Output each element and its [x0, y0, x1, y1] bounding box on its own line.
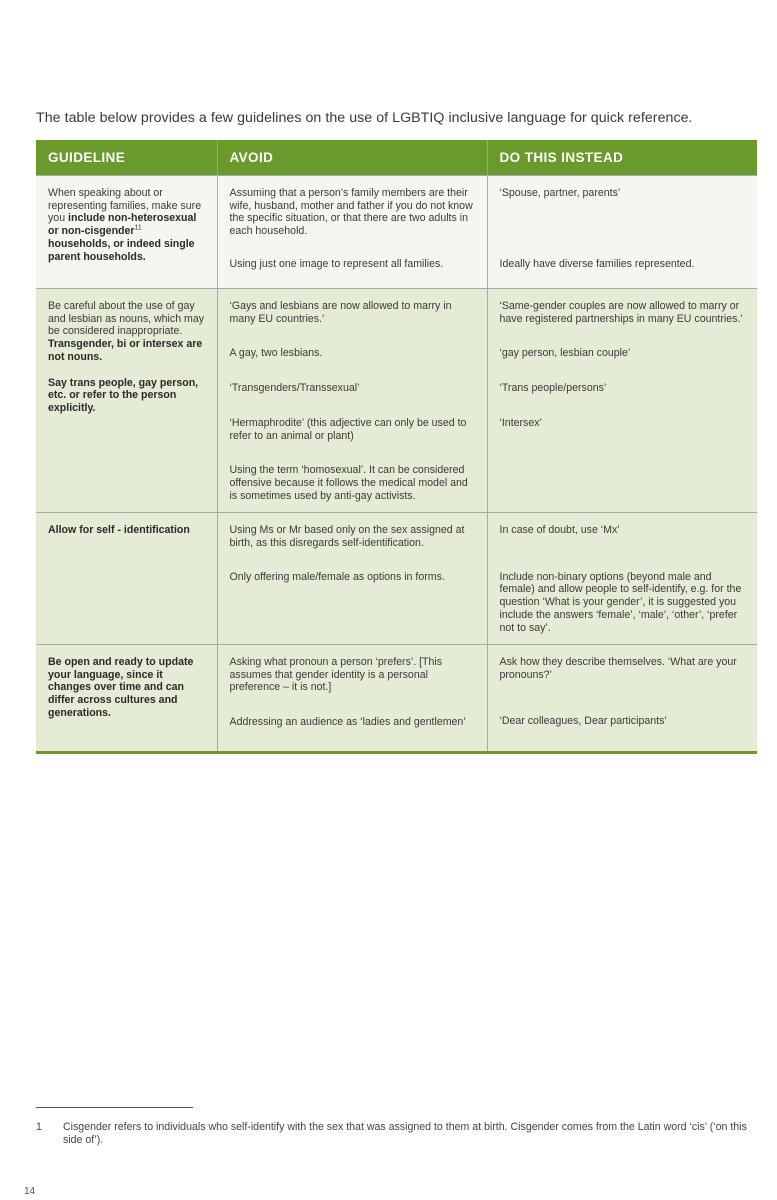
header-do-this-instead: DO THIS INSTEAD: [487, 140, 757, 176]
guideline-cell: [36, 289, 217, 513]
guideline-bold-text: Allow for self - identification: [48, 524, 190, 536]
avoid-item: Assuming that a person’s family members are their wife, husband, mother and father if you do not know the specific situation, or that there are two adults in each household.: [229, 187, 473, 238]
footnote-divider: [36, 1107, 193, 1108]
guideline-bold-text: Be open and ready to update your language, since it changes over time and can differ across cultures and generations.: [48, 656, 194, 719]
guideline-cell: [36, 513, 217, 645]
instead-item: ‘Dear colleagues, Dear participants’: [499, 715, 667, 728]
avoid-cell: [217, 513, 487, 645]
footnote-marker: 11: [134, 224, 142, 232]
guideline-text: Be careful about the use of gay and lesbian as nouns, which may be considered inappropriate.: [48, 300, 205, 338]
instead-item: ‘Spouse, partner, parents’: [499, 187, 621, 199]
footnote-number: 1: [36, 1121, 42, 1133]
avoid-item: ‘Gays and lesbians are now allowed to marry in many EU countries.’: [229, 300, 452, 325]
instead-item: Ask how they describe themselves. ‘What are your pronouns?’: [499, 656, 737, 681]
intro-text: The table below provides a few guidelines on the use of LGBTIQ inclusive language for quick reference.: [36, 110, 693, 127]
guideline-bold-text: Say trans people, gay person, etc. or refer to the person explicitly.: [48, 376, 199, 414]
table-row: [36, 645, 757, 753]
avoid-item: ‘Transgenders/Transsexual’: [229, 382, 360, 395]
guideline-cell: [36, 176, 217, 289]
avoid-item: ‘Hermaphrodite’ (this adjective can only be used to refer to an animal or plant): [229, 416, 467, 442]
table-row: [36, 513, 757, 645]
guideline-bold-text: Transgender, bi or intersex are not nouns.: [48, 338, 203, 363]
avoid-cell: [217, 176, 487, 289]
avoid-cell: [217, 289, 487, 513]
avoid-item: Addressing an audience as ‘ladies and gentlemen’: [229, 716, 466, 729]
instead-item: ‘Intersex’: [499, 416, 542, 429]
instead-item: ‘gay person, lesbian couple’: [499, 347, 631, 360]
instead-item: ‘Same-gender couples are now allowed to marry or have registered partnerships in many EU countries.’: [499, 300, 743, 325]
table-row: [36, 176, 757, 289]
instead-item: Ideally have diverse families represented.: [499, 257, 695, 270]
instead-cell: [487, 645, 757, 753]
instead-item: In case of doubt, use ‘Mx’: [499, 524, 620, 536]
header-avoid: AVOID: [217, 140, 487, 176]
guideline-cell: [36, 645, 217, 753]
guideline-text: When speaking about or representing families, make sure you include non-heterosexual or non-cisgender$^{11}$ households, or indeed single parent households.: [48, 187, 202, 263]
instead-item: ‘Trans people/persons’: [499, 382, 607, 395]
avoid-item: Asking what pronoun a person ‘prefers’. [This assumes that gender identity is a personal preference – it is not.]: [229, 656, 443, 694]
guidelines-table: [36, 140, 757, 754]
instead-cell: [487, 176, 757, 289]
avoid-item: Using the term ‘homosexual’. It can be considered offensive because it follows the medical model and is sometimes used by anti-gay activists.: [229, 464, 468, 502]
avoid-item: Using just one image to represent all families.: [229, 257, 444, 270]
page-number: 14: [24, 1186, 36, 1197]
header-guideline: GUIDELINE: [36, 140, 217, 176]
avoid-item: A gay, two lesbians.: [229, 347, 323, 360]
avoid-item: Using Ms or Mr based only on the sex assigned at birth, as this disregards self-identification.: [229, 524, 465, 549]
instead-cell: [487, 513, 757, 645]
table-header-row: [36, 140, 757, 176]
avoid-item: Only offering male/female as options in forms.: [229, 571, 445, 584]
instead-cell: [487, 289, 757, 513]
footnote-text: Cisgender refers to individuals who self-identify with the sex that was assigned to them at birth. Cisgender comes from the Latin word ‘cis’ (‘on this side of’).: [63, 1121, 747, 1146]
table-row: [36, 289, 757, 513]
footnote: [36, 1121, 758, 1147]
avoid-cell: [217, 645, 487, 753]
instead-item: Include non-binary options (beyond male and female) and allow people to self-identify, e.g. for the question ‘What is your gender’, it is suggested you include the answers ‘female’, ‘male’, ‘other’, ‘prefer not to say’.: [499, 570, 742, 634]
